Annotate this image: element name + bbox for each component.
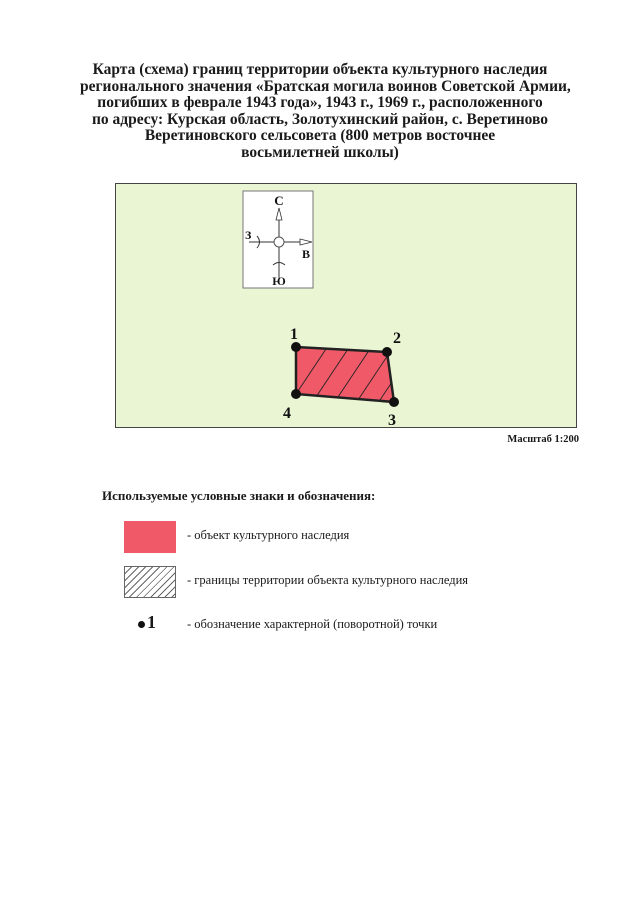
legend-point-marker-text: - обозначение характерной (поворотной) точки <box>187 617 438 631</box>
title-line-6: восьмилетней школы) <box>241 143 399 161</box>
title-line-3: погибших в феврале 1943 года», 1943 г., 1969 г., расположенного <box>97 94 543 111</box>
map-title <box>80 61 571 161</box>
title-line-1: Карта (схема) границ территории объекта культурного наследия <box>92 61 548 78</box>
title-line-5: Веретиновского сельсовета (800 метров восточнее <box>144 127 496 144</box>
point-1-label: 1 <box>290 326 298 343</box>
map-area <box>115 183 577 428</box>
compass-west-label: З <box>245 228 252 242</box>
point-1-marker <box>291 342 301 352</box>
compass-center-icon <box>274 237 284 247</box>
point-2-marker <box>382 347 392 357</box>
heritage-plot <box>276 334 446 424</box>
point-2-label: 2 <box>393 330 401 347</box>
legend-heritage-object-text: - объект культурного наследия <box>187 528 350 542</box>
point-dot-icon <box>138 621 145 628</box>
point-3-marker <box>389 397 399 407</box>
title-line-4: по адресу: Курская область, Золотухинский район, с. Веретиново <box>91 110 549 128</box>
point-marker-sample <box>138 612 156 633</box>
map-svg <box>116 184 576 427</box>
compass-east-label: В <box>302 247 311 261</box>
compass-north-label: С <box>274 193 284 208</box>
point-3-label: 3 <box>388 412 396 427</box>
point-4-label: 4 <box>283 405 291 422</box>
title-line-2: регионального значения «Братская могила воинов Советской Армии, <box>80 77 571 95</box>
compass-south-label: Ю <box>272 274 286 288</box>
map-scale: Масштаб 1:200 <box>507 434 579 445</box>
heritage-object-swatch <box>124 521 176 553</box>
point-4-marker <box>291 389 301 399</box>
legend-territory-border-text: - границы территории объекта культурного наследия <box>187 573 469 587</box>
territory-border-swatch <box>124 566 176 598</box>
legend-title: Используемые условные знаки и обозначения: <box>102 488 376 503</box>
compass-rose <box>243 191 313 288</box>
heritage-object-area <box>296 347 394 402</box>
point-sample-label: 1 <box>147 612 156 632</box>
